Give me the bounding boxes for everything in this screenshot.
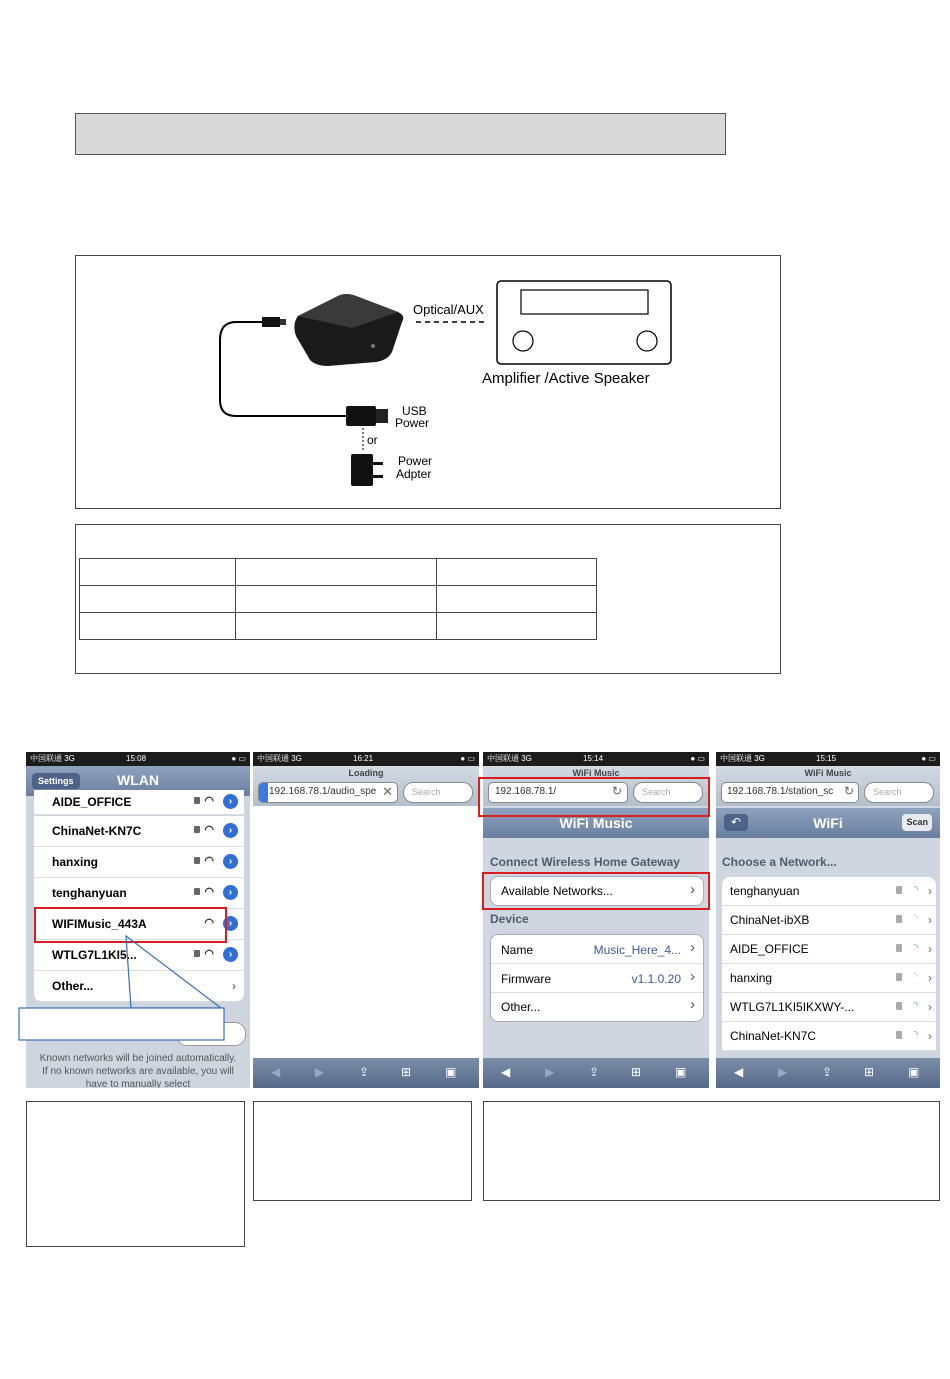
share-icon[interactable]: ⇪ [359,1065,370,1079]
list-item[interactable]: tenghanyuan ◠ › [34,878,244,909]
lock-icon [194,888,200,895]
phone-screen-loading [253,752,479,1088]
scan-button[interactable]: Scan [902,814,932,831]
chevron-right-icon: › [928,971,932,985]
optical-aux-label: Optical/AUX [413,302,484,317]
chevron-right-icon: › [928,1029,932,1043]
url-text: 192.168.78.1/ [495,786,557,797]
power-adapter-label-1: Power [398,454,433,468]
list-item[interactable]: Firmware v1.1.0.20 › [491,964,703,993]
lock-icon [896,1002,902,1010]
wifi-icon: ◠ [204,855,214,867]
status-time: 15:14 [583,754,604,763]
callout-box [19,1008,224,1040]
carrier-text: 中国联通 3G [257,754,302,763]
browser-toolbar [716,1058,940,1088]
usb-power-plug-icon [346,406,376,426]
list-item[interactable]: AIDE_OFFICE ◠ › [34,790,244,815]
browser-toolbar [483,1058,709,1088]
list-item[interactable]: hanxing ◠ › [34,847,244,878]
lock-icon [194,826,200,833]
lock-icon [896,944,902,952]
list-item[interactable]: WTLG7L1KI5... ◠ › [34,940,244,971]
carrier-text: 中国联通 3G [30,754,75,763]
share-icon[interactable]: ⇪ [822,1065,833,1079]
wifi-icon: ◠ [204,917,214,929]
section-header: Choose a Network... [722,855,837,869]
page-title: WiFi Music [572,768,620,778]
page-title: WiFi Music [804,768,852,778]
connection-diagram-svg [76,256,780,508]
url-text: 192.168.78.1/audio_spe [269,786,377,797]
section-header: Connect Wireless Home Gateway [490,855,680,869]
battery-icon: ● ▭ [231,754,246,763]
status-bar [483,752,709,766]
wifi-icon: ◠ [204,948,214,960]
chevron-right-icon: › [928,942,932,956]
caption-box-step-2 [253,1101,472,1201]
wifi-signal-icon: ◝ [913,913,918,925]
detail-disclosure-icon[interactable]: › [223,794,238,809]
browser-bar [253,766,479,806]
battery-icon: ● ▭ [460,754,475,763]
tabs-icon[interactable]: ▣ [675,1065,687,1079]
browser-bar [716,766,940,806]
spec-table-box [75,524,781,674]
carrier-text: 中国联通 3G [487,754,532,763]
device-group [490,934,704,1022]
back-icon[interactable]: ◀ [734,1065,744,1079]
lock-icon [194,797,200,804]
back-icon[interactable]: ◀ [271,1065,281,1079]
highlight-box-available-networks [482,872,710,910]
wifi-icon: ◠ [204,795,214,807]
status-time: 15:08 [126,754,147,763]
tabs-icon[interactable]: ▣ [908,1065,920,1079]
chevron-right-icon: › [690,968,695,985]
list-item[interactable]: ChinaNet-ibXB ◝ › [722,906,936,935]
lock-icon [896,973,902,981]
status-bar [26,752,250,766]
lock-icon [896,886,902,894]
caption-box-step-3 [483,1101,940,1201]
carrier-text: 中国联通 3G [720,754,765,763]
list-item[interactable]: AIDE_OFFICE ◝ › [722,935,936,964]
nav-title: WLAN [117,772,159,788]
url-text: 192.168.78.1/station_sc [727,786,834,797]
search-field[interactable]: Search [864,782,934,803]
settings-back-button[interactable]: Settings [32,773,80,789]
url-field[interactable] [721,782,859,803]
power-adapter-icon [351,454,373,486]
bookmarks-icon[interactable]: ⊞ [864,1065,875,1079]
lock-icon [194,857,200,864]
lock-icon [896,1031,902,1039]
wifi-signal-icon: ◝ [913,971,918,983]
forward-icon[interactable]: ▶ [778,1065,788,1079]
detail-disclosure-icon[interactable]: › [223,854,238,869]
amplifier-label: Amplifier /Active Speaker [482,370,650,387]
battery-icon: ● ▭ [690,754,705,763]
caption-box-step-1 [26,1101,245,1247]
reload-icon[interactable]: ↻ [843,784,854,798]
list-item[interactable]: hanxing ◝ › [722,964,936,993]
detail-disclosure-icon[interactable]: › [223,823,238,838]
available-networks-row[interactable]: Available Networks... › [490,876,704,906]
phone-screen-wifi-list [716,752,940,1088]
or-label: or [367,433,378,447]
list-item[interactable]: ChinaNet-KN7C ◠ › [34,816,244,847]
status-bar [716,752,940,766]
network-list [716,877,940,1053]
micro-usb-plug-icon [262,317,280,327]
section-heading-bar [75,113,726,155]
usb-label: USB [402,404,427,418]
url-field[interactable] [258,782,398,803]
status-bar [253,752,479,766]
list-item[interactable]: ChinaNet-KN7C ◝ › [722,1022,936,1051]
detail-disclosure-icon[interactable]: › [223,947,238,962]
page-title: Loading [348,768,384,778]
bookmarks-icon[interactable]: ⊞ [631,1065,642,1079]
table-row [80,586,597,613]
power-adapter-label-2: Adpter [396,467,432,481]
reload-icon[interactable]: ↻ [611,784,622,798]
forward-icon[interactable]: ▶ [315,1065,325,1079]
lock-icon [896,915,902,923]
browser-toolbar [253,1058,479,1088]
status-time: 15:15 [816,754,837,763]
chevron-right-icon: › [928,1000,932,1014]
wifi-icon: ◠ [204,886,214,898]
search-field[interactable]: Search [633,782,703,803]
stop-icon[interactable]: ✕ [382,784,393,799]
status-time: 16:21 [353,754,374,763]
wlan-footer-text: Known networks will be joined automatically. If no known networks are available, you will have to manually select [39,1053,237,1088]
list-item[interactable]: tenghanyuan ◝ › [722,877,936,906]
forward-icon[interactable]: ▶ [545,1065,555,1079]
wifi-signal-icon: ◝ [913,1029,918,1041]
highlight-box-url [478,777,710,817]
wifi-icon: ◠ [204,824,214,836]
chevron-right-icon: › [690,939,695,956]
wifi-signal-icon: ◝ [913,1000,918,1012]
spec-table [79,558,597,640]
list-item[interactable]: Other... › [501,996,695,1014]
search-field[interactable]: Search [403,782,473,803]
load-progress [259,783,268,802]
chevron-right-icon: › [928,913,932,927]
tabs-icon[interactable]: ▣ [445,1065,457,1079]
section-header: Device [490,912,529,926]
power-label: Power [395,416,430,430]
chevron-right-icon: › [690,996,695,1013]
list-item[interactable]: WIFIMusic_443A ◠ › [34,909,244,940]
nav-title: WiFi [813,815,843,831]
list-item[interactable]: Other... › [34,971,244,1002]
table-row [80,559,597,586]
back-icon[interactable]: ◀ [501,1065,511,1079]
refresh-back-button[interactable]: ↶ [724,814,748,831]
detail-disclosure-icon[interactable]: › [223,916,238,931]
bookmarks-icon[interactable]: ⊞ [401,1065,412,1079]
share-icon[interactable]: ⇪ [589,1065,600,1079]
chevron-right-icon: › [928,884,932,898]
list-item[interactable]: WTLG7L1KI5IKXWY-... ◝ › [722,993,936,1022]
wifi-signal-icon: ◝ [913,884,918,896]
wifi-signal-icon: ◝ [913,942,918,954]
nav-bar [716,808,940,838]
table-row [80,613,597,640]
connection-diagram [75,255,781,509]
battery-icon: ● ▭ [921,754,936,763]
nav-title: WiFi Music [559,815,633,831]
chevron-right-icon: › [232,979,236,993]
callout-pointer [16,920,256,1060]
list-item[interactable]: Name Music_Here_4... › [491,935,703,964]
chevron-right-icon: › [690,881,695,898]
detail-disclosure-icon[interactable]: › [223,885,238,900]
